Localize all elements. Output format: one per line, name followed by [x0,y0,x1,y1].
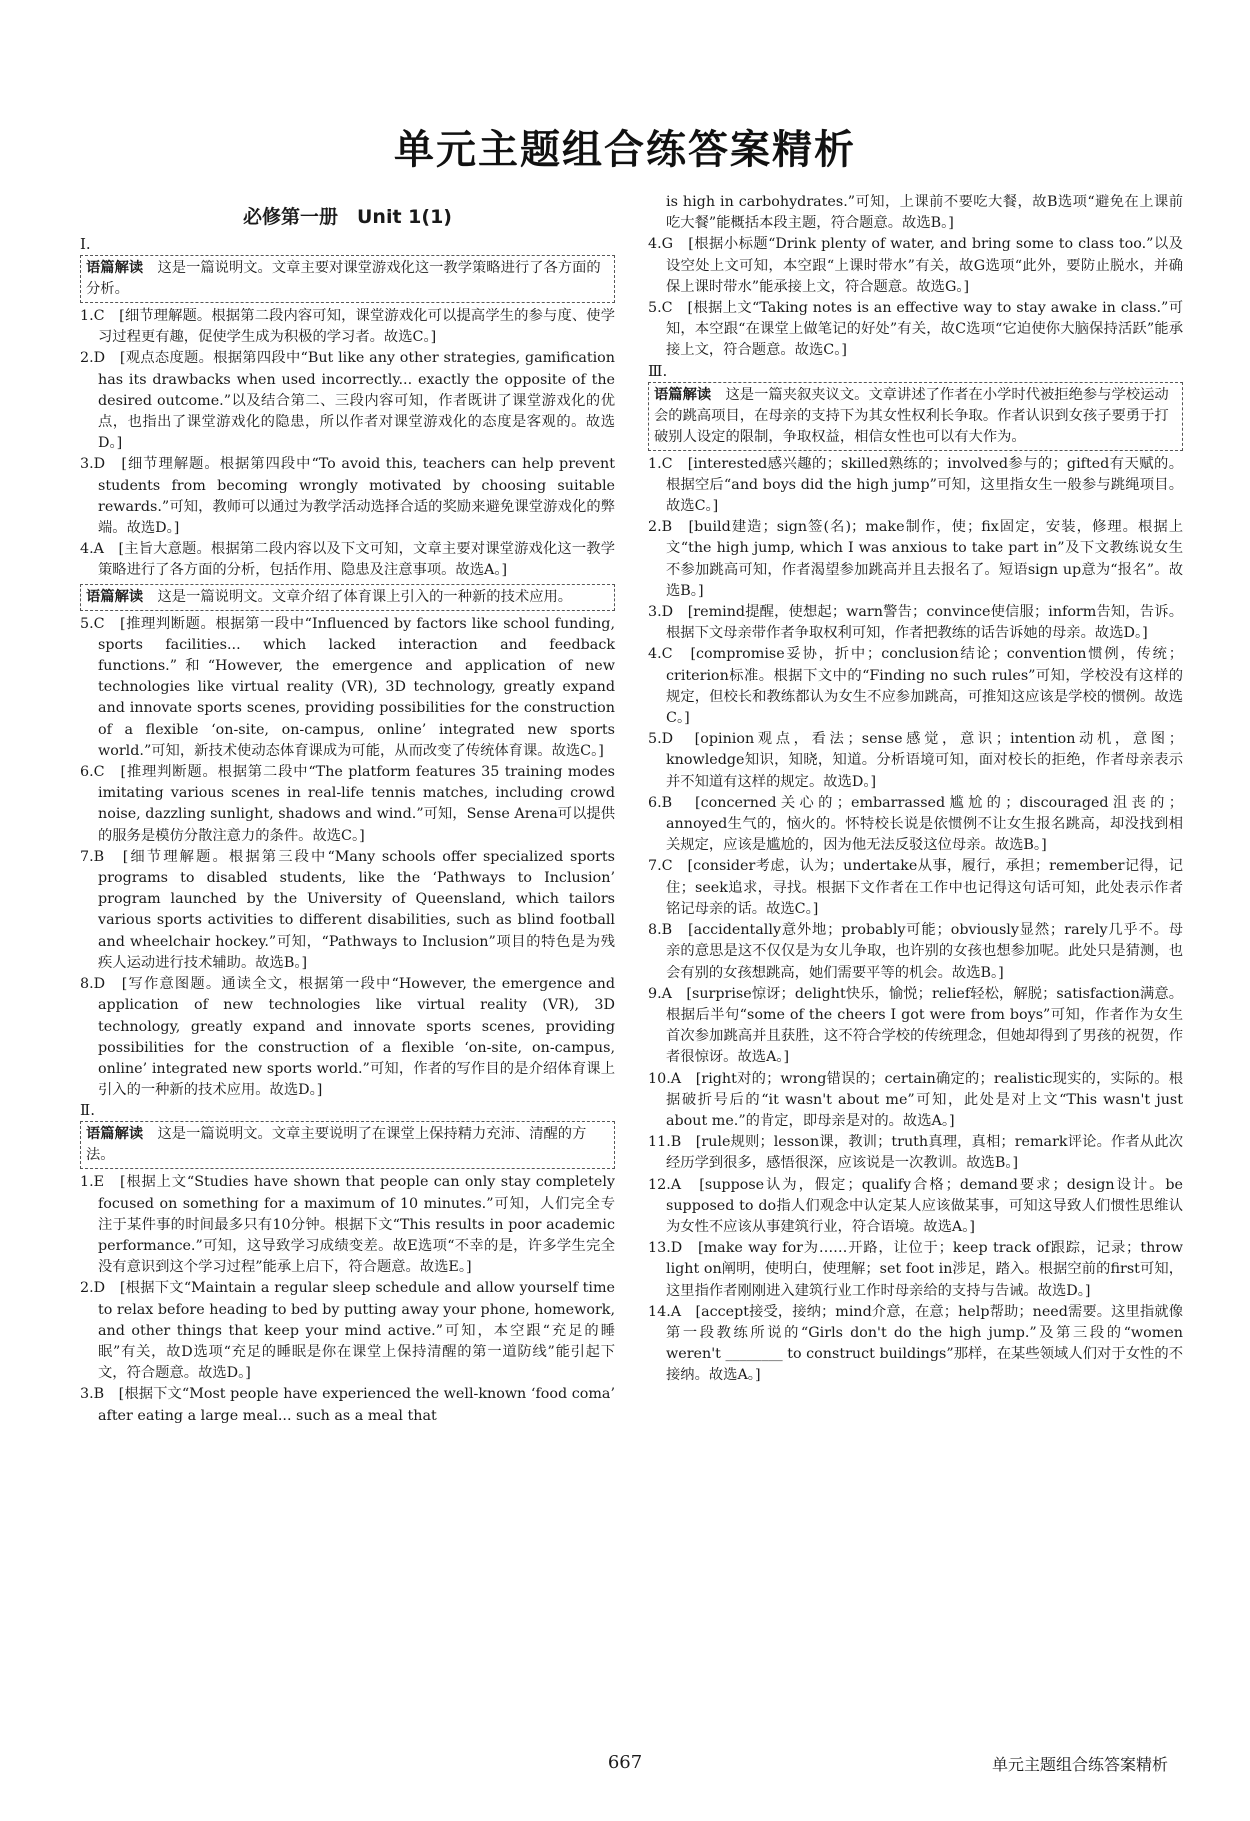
answer-item: 10.A [right对的；wrong错误的；certain确定的；realistic现实的，实际的。根据破折号后的“it wasn't about me”可知，此处是对上文“This wasn't just about me.”的肯定，即母亲是对的。故选A。] [648,1070,1183,1129]
answer-item: 8.D [写作意图题。通读全文，根据第一段中“However, the emergence and application of new technologies like virtual reality (VR), 3D technology, greatly expand and innovate sports scenes, providing possibilities for the construction of a flexible ‘on-site, on-campus, online’ integrated new sports world.”可知，作者的写作目的是介绍体育课上引入的一种新的技术应用。故选D。] [80,976,615,1099]
answer-item: 5.D [opinion观点，看法；sense感觉，意识；intention动机，意图；knowledge知识，知晓，知道。分析语境可知，面对校长的拒绝，作者母亲表示并不知道有这样的规定。故选D。] [648,731,1183,790]
passage-summary-text: 这是一篇说明文。文章介绍了体育课上引入的一种新的技术应用。 [157,588,573,605]
right-column [648,192,1183,1387]
answer-item: 3.D [remind提醒，使想起；warn警告；convince使信服；inform告知，告诉。根据下文母亲带作者争取权利可知，作者把教练的话告诉她的母亲。故选D。] [648,604,1183,642]
passage-summary-tag: 语篇解读 [86,588,144,605]
running-title: 单元主题组合练答案精析 [991,1755,1168,1774]
passage-summary-tag: 语篇解读 [654,386,712,403]
answer-item: 7.B [细节理解题。根据第三段中“Many schools offer specialized sports programs to disabled students, like the ‘Pathways to Inclusion’ program launched by the University of Queensland, which tailors various sports activities to different disabilities, such as blind football and wheelchair hockey.”可知，“Pathways to Inclusion”项目的特色是为残疾人运动进行技术辅助。故选B。] [80,848,615,971]
answer-item: 12.A [suppose认为，假定；qualify合格；demand要求；design设计。be supposed to do指人们观念中认定某人应该做某事，可知这导致人们惯性思维认为女性不应该从事建筑行业，符合语境。故选A。] [648,1176,1183,1235]
section-heading-3: Ⅲ. [648,361,668,380]
answer-item: 6.C [推理判断题。根据第二段中“The platform features 35 training modes imitating various scenes in real-life tennis matches, including crowd noise, dazzling sunlight, shadows and wind.”可知，Sense Arena可以提供的服务是模仿分散注意力的条件。故选C。] [80,764,615,844]
answer-item: 8.B [accidentally意外地；probably可能；obviously显然；rarely几乎不。母亲的意思是这不仅仅是为女儿争取，也许别的女孩也想参加呢。此处只是猜测，也会有别的女孩想跳高，她们需要平等的机会。故选B。] [648,922,1183,981]
answer-item: 5.C [推理判断题。根据第一段中“Influenced by factors like school funding, sports facilities... which lacked interaction and feedback functions.”和“However, the emergence and application of new technologies like virtual reality (VR), 3D technology, greatly expand and innovate sports scenes, providing possibilities for the construction of a flexible ‘on-site, on-campus, online’ integrated new sports world.”可知，新技术使动态体育课成为可能，从而改变了传统体育课。故选C。] [80,615,615,759]
answer-item: 1.E [根据上文“Studies have shown that people can only stay completely focused on something for a maximum of 10 minutes.”可知，人们完全专注于某件事的时间最多只有10分钟。根据下文“This results in poor academic performance.”可知，这导致学习成绩变差。故E选项“不幸的是，许多学生完全没有意识到这个学习过程”能承上启下，符合题意。故选E。] [80,1174,615,1276]
answer-item: 4.G [根据小标题“Drink plenty of water, and bring some to class too.”以及设空处上文可知，本空跟“上课时带水”有关，故G选项“此外，要防止脱水，并确保上课时带水”能承接上文，符合题意。故选G。] [648,236,1183,295]
left-column [80,192,615,1427]
answer-item: 1.C [interested感兴趣的；skilled熟练的；involved参与的；gifted有天赋的。根据空后“and boys did the high jump”可知，这里指女生一般参与跳绳项目。故选C。] [648,455,1183,515]
answer-item: 11.B [rule规则；lesson课，教训；truth真理，真相；remark评论。作者从此次经历学到很多，感悟很深，应该说是一次教训。故选B。] [648,1134,1183,1172]
page-number: 667 [607,1752,643,1773]
section-heading-2: Ⅱ. [80,1101,95,1120]
passage-summary-tag: 语篇解读 [86,1126,144,1143]
answer-item: 3.B [根据下文“Most people have experienced the well-known ‘food coma’ after eating a large meal... such as a meal that [80,1386,615,1424]
passage-summary-box [80,584,615,611]
answer-item: 2.D [观点态度题。根据第四段中“But like any other strategies, gamification has its drawbacks when used incorrectly... exactly the opposite of the desired outcome.”以及结合第二、三段内容可知，作者既讲了课堂游戏化的优点，也指出了课堂游戏化的隐患，所以作者对课堂游戏化的态度是客观的。故选D。] [80,350,615,452]
answer-item-continued: is high in carbohydrates.”可知，上课前不要吃大餐，故B选项“避免在上课前吃大餐”能概括本段主题，符合题意。故选B。] [666,194,1183,232]
answer-item: 2.D [根据下文“Maintain a regular sleep schedule and allow yourself time to relax before heading to bed by putting away your phone, homework, and other things that keep your mind active.”可知，本空跟“充足的睡眠”有关，故D选项“充足的睡眠是你在课堂上保持清醒的第一道防线”能引起下文，符合题意。故选D。] [80,1280,615,1382]
answer-item: 9.A [surprise惊讶；delight快乐，愉悦；relief轻松，解脱；satisfaction满意。根据后半句“some of the cheers I got were from boys”可知，作者作为女生首次参加跳高并且获胜，这不符合学校的传统理念，但她却得到了男孩的祝贺，作者很惊讶。故选A。] [648,985,1183,1066]
answer-item: 2.B [build建造；sign签(名)；make制作，使；fix固定，安装，修理。根据上文“the high jump, which I was anxious to take part in”及下文教练说女生不参加跳高可知，作者渴望参加跳高并且去报名了。短语sign up意为“报名”。故选B。] [648,519,1183,599]
passage-summary-box [80,1121,615,1169]
passage-summary-tag: 语篇解读 [86,260,144,276]
passage-summary-text: 这是一篇说明文。文章主要对课堂游戏化这一教学策略进行了各方面的分析。 [86,260,601,297]
answer-item: 6.B [concerned关心的；embarrassed尴尬的；discouraged沮丧的；annoyed生气的，恼火的。怀特校长说是依惯例不让女生报名跳高，却没找到相关规定，应该是尴尬的，因为他无法反驳这位母亲。故选B。] [648,794,1183,854]
passage-summary-box [80,255,615,303]
answer-item: 4.C [compromise妥协，折中；conclusion结论；convention惯例，传统；criterion标准。根据下文中的“Finding no such rules”可知，学校没有这样的规定，但校长和教练都认为女生不应参加跳高，可推知这应该是学校的惯例。故选C。] [648,646,1183,727]
answer-item: 13.D [make way for为……开路，让位于；keep track of跟踪，记录；throw light on阐明，使明白，使理解；set foot in涉足，踏入。根据空前的first可知，这里指作者刚刚进入建筑行业工作时母亲给的支持与告诫。故选D。] [648,1240,1183,1299]
answer-item: 1.C [细节理解题。根据第二段内容可知，课堂游戏化可以提高学生的参与度、使学习过程更有趣，促使学生成为积极的学习者。故选C。] [80,308,615,346]
page-title: 单元主题组合练答案精析 [394,127,856,173]
answer-item: 3.D [细节理解题。根据第四段中“To avoid this, teachers can help prevent students from becoming wrongly motivated by choosing suitable rewards.”可知，教师可以通过为教学活动选择合适的奖励来避免课堂游戏化的弊端。故选D。] [80,456,615,537]
answer-item: 7.C [consider考虑，认为；undertake从事，履行，承担；remember记得，记住；seek追求，寻找。根据下文作者在工作中也记得这句话可知，此处表示作者铭记母亲的话。故选C。] [648,858,1183,917]
answer-item: 14.A [accept接受，接纳；mind介意，在意；help帮助；need需要。这里指就像第一段教练所说的“Girls don't do the high jump.”及第三段的“women weren't ________ to construct buildings”那样，在某些领域人们对于女性的不接纳。故选A。] [648,1303,1183,1384]
passage-summary-text: 这是一篇夹叙夹议文。文章讲述了作者在小学时代被拒绝参与学校运动会的跳高项目，在母亲的支持下为其女性权利长争取。作者认识到女孩子要勇于打破别人设定的限制，争取权益，相信女性也可以有大作为。 [654,386,1169,445]
answer-item: 4.A [主旨大意题。根据第二段内容以及下文可知，文章主要对课堂游戏化这一教学策略进行了各方面的分析，包括作用、隐患及注意事项。故选A。] [80,541,615,579]
passage-summary-box [648,382,1183,451]
section-heading-1: Ⅰ. [80,235,91,253]
section-subtitle: 必修第一册 Unit 1(1) [243,206,452,228]
answer-item: 5.C [根据上文“Taking notes is an effective way to stay awake in class.”可知，本空跟“在课堂上做笔记的好处”有关，故C选项“它迫使你大脑保持活跃”能承接上文，符合题意。故选C。] [648,300,1183,359]
passage-summary-text: 这是一篇说明文。文章主要说明了在课堂上保持精力充沛、清醒的方法。 [86,1126,587,1164]
